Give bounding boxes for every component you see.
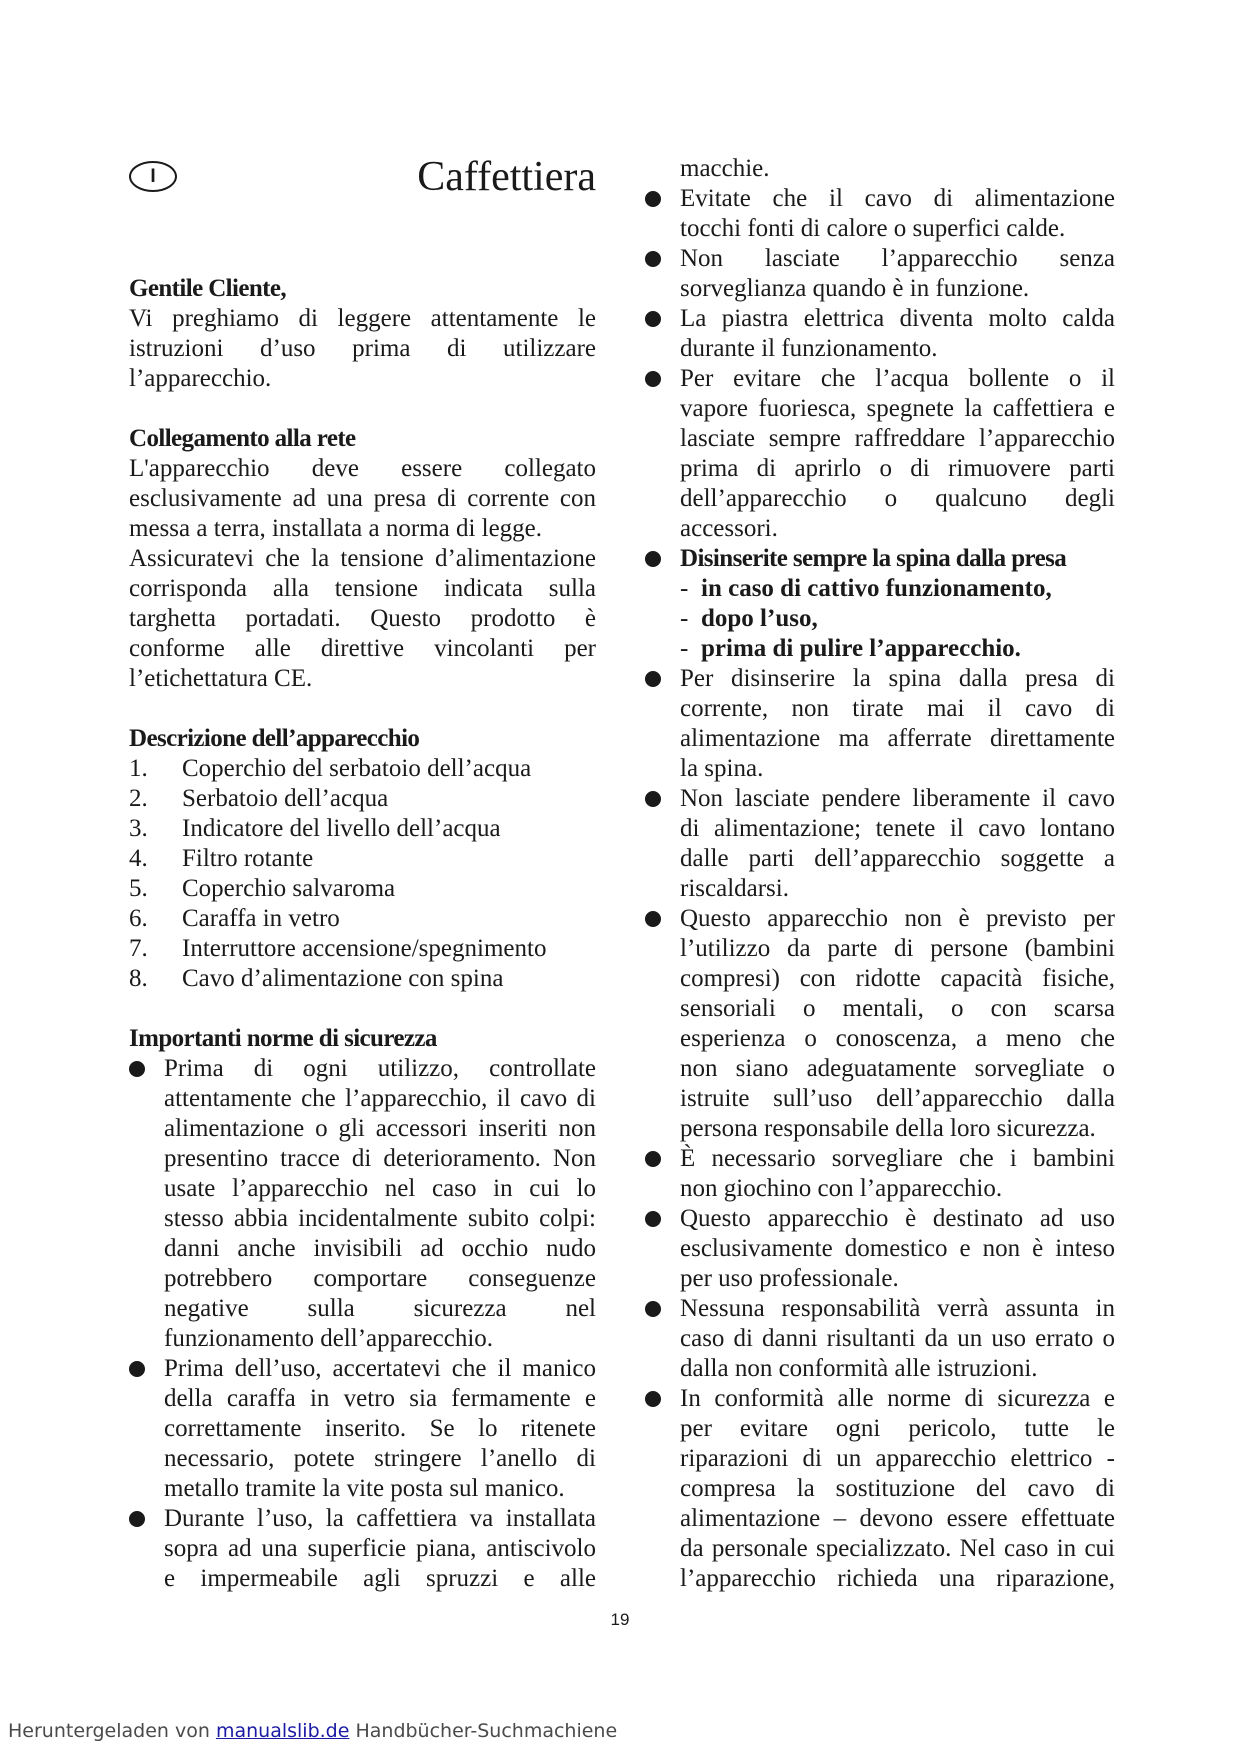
text-line: Per evitare che l’acqua bollente o il (680, 365, 1115, 392)
unplug-item-text: in caso di cattivo funzionamento, (701, 575, 1052, 602)
text-line: In conformità alle norme di sicurezza e (680, 1385, 1115, 1412)
text-line: potrebbero comportare conseguenze (164, 1265, 596, 1292)
text-line: esclusivamente ad una presa di corrente con (129, 485, 596, 512)
text-line: Non lasciate pendere liberamente il cavo (680, 785, 1115, 812)
text-line: attentamente che l’apparecchio, il cavo di (164, 1085, 596, 1112)
list-item-text: Caraffa in vetro (182, 905, 340, 932)
text-line: negative sulla sicurezza nel (164, 1295, 596, 1322)
text-line: l’utilizzo da parte di persone (bambini (680, 935, 1115, 962)
manualslib-link[interactable]: manualslib.de (215, 1720, 350, 1742)
text-line: dalla non conformità alle istruzioni. (680, 1355, 1038, 1382)
text-line: esperienza o conoscenza, a meno che (680, 1025, 1115, 1052)
text-line: di alimentazione; tenete il cavo lontano (680, 815, 1115, 842)
list-item-number: 3. (129, 815, 148, 842)
text-line: alimentazione o gli accessori inseriti non (164, 1115, 596, 1142)
section-heading-greeting: Gentile Cliente, (129, 275, 287, 302)
language-badge: I (129, 161, 177, 192)
list-item (129, 904, 596, 934)
bullet-icon (645, 1301, 661, 1317)
dash-marker: - (680, 635, 689, 662)
list-item-text: Coperchio del serbatoio dell’acqua (182, 755, 532, 782)
text-line: compresa la sostituzione del cavo di (680, 1475, 1115, 1502)
list-item-number: 7. (129, 935, 148, 962)
list-item-number: 6. (129, 905, 148, 932)
text-line: esclusivamente domestico e non è inteso (680, 1235, 1115, 1262)
bullet-icon (645, 191, 661, 207)
footer-suffix: Handbücher-Suchmachiene (355, 1720, 618, 1742)
bullet-icon (645, 671, 661, 687)
list-item (129, 964, 596, 994)
text-line: Vi preghiamo di leggere attentamente le (129, 305, 596, 332)
text-line: Prima dell’uso, accertatevi che il manico (164, 1355, 596, 1382)
unplug-item (645, 574, 1115, 604)
list-item (129, 814, 596, 844)
text-line: danni anche invisibili ad occhio nudo (164, 1235, 596, 1262)
list-item (129, 874, 596, 904)
list-item-number: 8. (129, 965, 148, 992)
text-line: vapore fuoriesca, spegnete la caffettiera e (680, 395, 1115, 422)
bullet-icon (129, 1511, 145, 1527)
unplug-item (645, 634, 1115, 664)
text-line: macchie. (680, 155, 770, 182)
text-line: stesso abbia incidentalmente subito colpi: (164, 1205, 596, 1232)
text-line: per evitare ogni pericolo, tutte le (680, 1415, 1115, 1442)
section-heading-network: Collegamento alla rete (129, 425, 356, 452)
bullet-icon (645, 1391, 661, 1407)
text-line: necessario, potete stringere l’anello di (164, 1445, 596, 1472)
text-line: compresi) con ridotte capacità fisiche, (680, 965, 1115, 992)
text-line: dell’apparecchio o qualcuno degli (680, 485, 1115, 512)
text-line: non giochino con l’apparecchio. (680, 1175, 1003, 1202)
text-line: corrisponda alla tensione indicata sulla (129, 575, 596, 602)
dash-marker: - (680, 605, 689, 632)
unplug-item-text: dopo l’uso, (701, 605, 818, 632)
list-item-number: 2. (129, 785, 148, 812)
text-line: targhetta portadati. Questo prodotto è (129, 605, 596, 632)
bullet-icon (645, 1151, 661, 1167)
list-item-text: Serbatoio dell’acqua (182, 785, 389, 812)
text-line: sensoriali o mentali, o con scarsa (680, 995, 1115, 1022)
list-item-number: 4. (129, 845, 148, 872)
text-line: Questo apparecchio non è previsto per (680, 905, 1115, 932)
list-item-text: Interruttore accensione/spegnimento (182, 935, 547, 962)
list-item (129, 934, 596, 964)
text-line: alimentazione – devono essere effettuate (680, 1505, 1115, 1532)
list-item (129, 844, 596, 874)
bullet-icon (645, 551, 661, 567)
text-line: messa a terra, installata a norma di legge. (129, 515, 543, 542)
text-line: Questo apparecchio è destinato ad uso (680, 1205, 1115, 1232)
list-item-number: 5. (129, 875, 148, 902)
text-line: presentino tracce di deterioramento. Non (164, 1145, 596, 1172)
text-line: alimentazione ma afferrate direttamente (680, 725, 1115, 752)
text-line: sorveglianza quando è in funzione. (680, 275, 1030, 302)
list-item-text: Cavo d’alimentazione con spina (182, 965, 504, 992)
bullet-icon (645, 251, 661, 267)
text-line: l’apparecchio richieda una riparazione, (680, 1565, 1115, 1592)
text-line: conforme alle direttive vincolanti per (129, 635, 596, 662)
text-line: tocchi fonti di calore o superfici calde. (680, 215, 1066, 242)
text-line: durante il funzionamento. (680, 335, 938, 362)
text-line: funzionamento dell’apparecchio. (164, 1325, 494, 1352)
list-item (129, 754, 596, 784)
text-line: accessori. (680, 515, 778, 542)
text-line: della caraffa in vetro sia fermamente e (164, 1385, 596, 1412)
text-line: Assicuratevi che la tensione d’alimentazione (129, 545, 596, 572)
text-line: Durante l’uso, la caffettiera va installata (164, 1505, 596, 1532)
page-number: 19 (610, 1610, 630, 1629)
unplug-heading: Disinserite sempre la spina dalla presa (680, 545, 1067, 572)
bullet-icon (645, 311, 661, 327)
bullet-icon (129, 1361, 145, 1377)
bullet-icon (645, 911, 661, 927)
list-item (129, 784, 596, 814)
text-line: È necessario sorvegliare che i bambini (680, 1145, 1115, 1172)
text-line: riparazioni di un apparecchio elettrico - (680, 1445, 1115, 1472)
unplug-item (645, 604, 1115, 634)
text-line: metallo tramite la vite posta sul manico. (164, 1475, 565, 1502)
section-heading-description: Descrizione dell’apparecchio (129, 725, 420, 752)
list-item-text: Filtro rotante (182, 845, 314, 872)
text-line: La piastra elettrica diventa molto calda (680, 305, 1115, 332)
section-heading-safety: Importanti norme di sicurezza (129, 1025, 437, 1052)
text-line: usate l’apparecchio nel caso in cui lo (164, 1175, 596, 1202)
text-line: Nessuna responsabilità verrà assunta in (680, 1295, 1115, 1322)
text-line: correttamente inserito. Se lo ritenete (164, 1415, 596, 1442)
text-line: Non lasciate l’apparecchio senza (680, 245, 1115, 272)
text-line: non siano adeguatamente sorvegliate o (680, 1055, 1115, 1082)
text-line: dalle parti dell’apparecchio soggette a (680, 845, 1115, 872)
text-line: Per disinserire la spina dalla presa di (680, 665, 1115, 692)
list-item-text: Coperchio salvaroma (182, 875, 396, 902)
text-line: la spina. (680, 755, 764, 782)
text-line: l’apparecchio. (129, 365, 272, 392)
list-item-number: 1. (129, 755, 148, 782)
text-line: Evitate che il cavo di alimentazione (680, 185, 1115, 212)
text-line: lasciate sempre raffreddare l’apparecchio (680, 425, 1115, 452)
bullet-icon (645, 791, 661, 807)
text-line: l’etichettatura CE. (129, 665, 313, 692)
list-item-text: Indicatore del livello dell’acqua (182, 815, 501, 842)
download-footer (8, 1720, 617, 1742)
text-line: corrente, non tirate mai il cavo di (680, 695, 1115, 722)
page-title: Caffettiera (417, 154, 596, 200)
text-line: istruzioni d’uso prima di utilizzare (129, 335, 596, 362)
text-line: riscaldarsi. (680, 875, 789, 902)
text-line: caso di danni risultanti da un uso errato o (680, 1325, 1115, 1352)
text-line: da personale specializzato. Nel caso in cui (680, 1535, 1115, 1562)
text-line: L'apparecchio deve essere collegato (129, 455, 596, 482)
text-line: e impermeabile agli spruzzi e alle (164, 1565, 596, 1592)
text-line: sopra ad una superficie piana, antiscivolo (164, 1535, 596, 1562)
bullet-icon (645, 1211, 661, 1227)
text-line: per uso professionale. (680, 1265, 899, 1292)
unplug-item-text: prima di pulire l’apparecchio. (701, 635, 1021, 662)
text-line: prima di aprirlo o di rimuovere parti (680, 455, 1115, 482)
text-line: Prima di ogni utilizzo, controllate (164, 1055, 596, 1082)
bullet-icon (645, 371, 661, 387)
dash-marker: - (680, 575, 689, 602)
footer-prefix: Heruntergeladen von (8, 1720, 210, 1742)
bullet-icon (129, 1061, 145, 1077)
text-line: persona responsabile della loro sicurezza. (680, 1115, 1096, 1142)
text-line: istruite sull’uso dell’apparecchio dalla (680, 1085, 1115, 1112)
